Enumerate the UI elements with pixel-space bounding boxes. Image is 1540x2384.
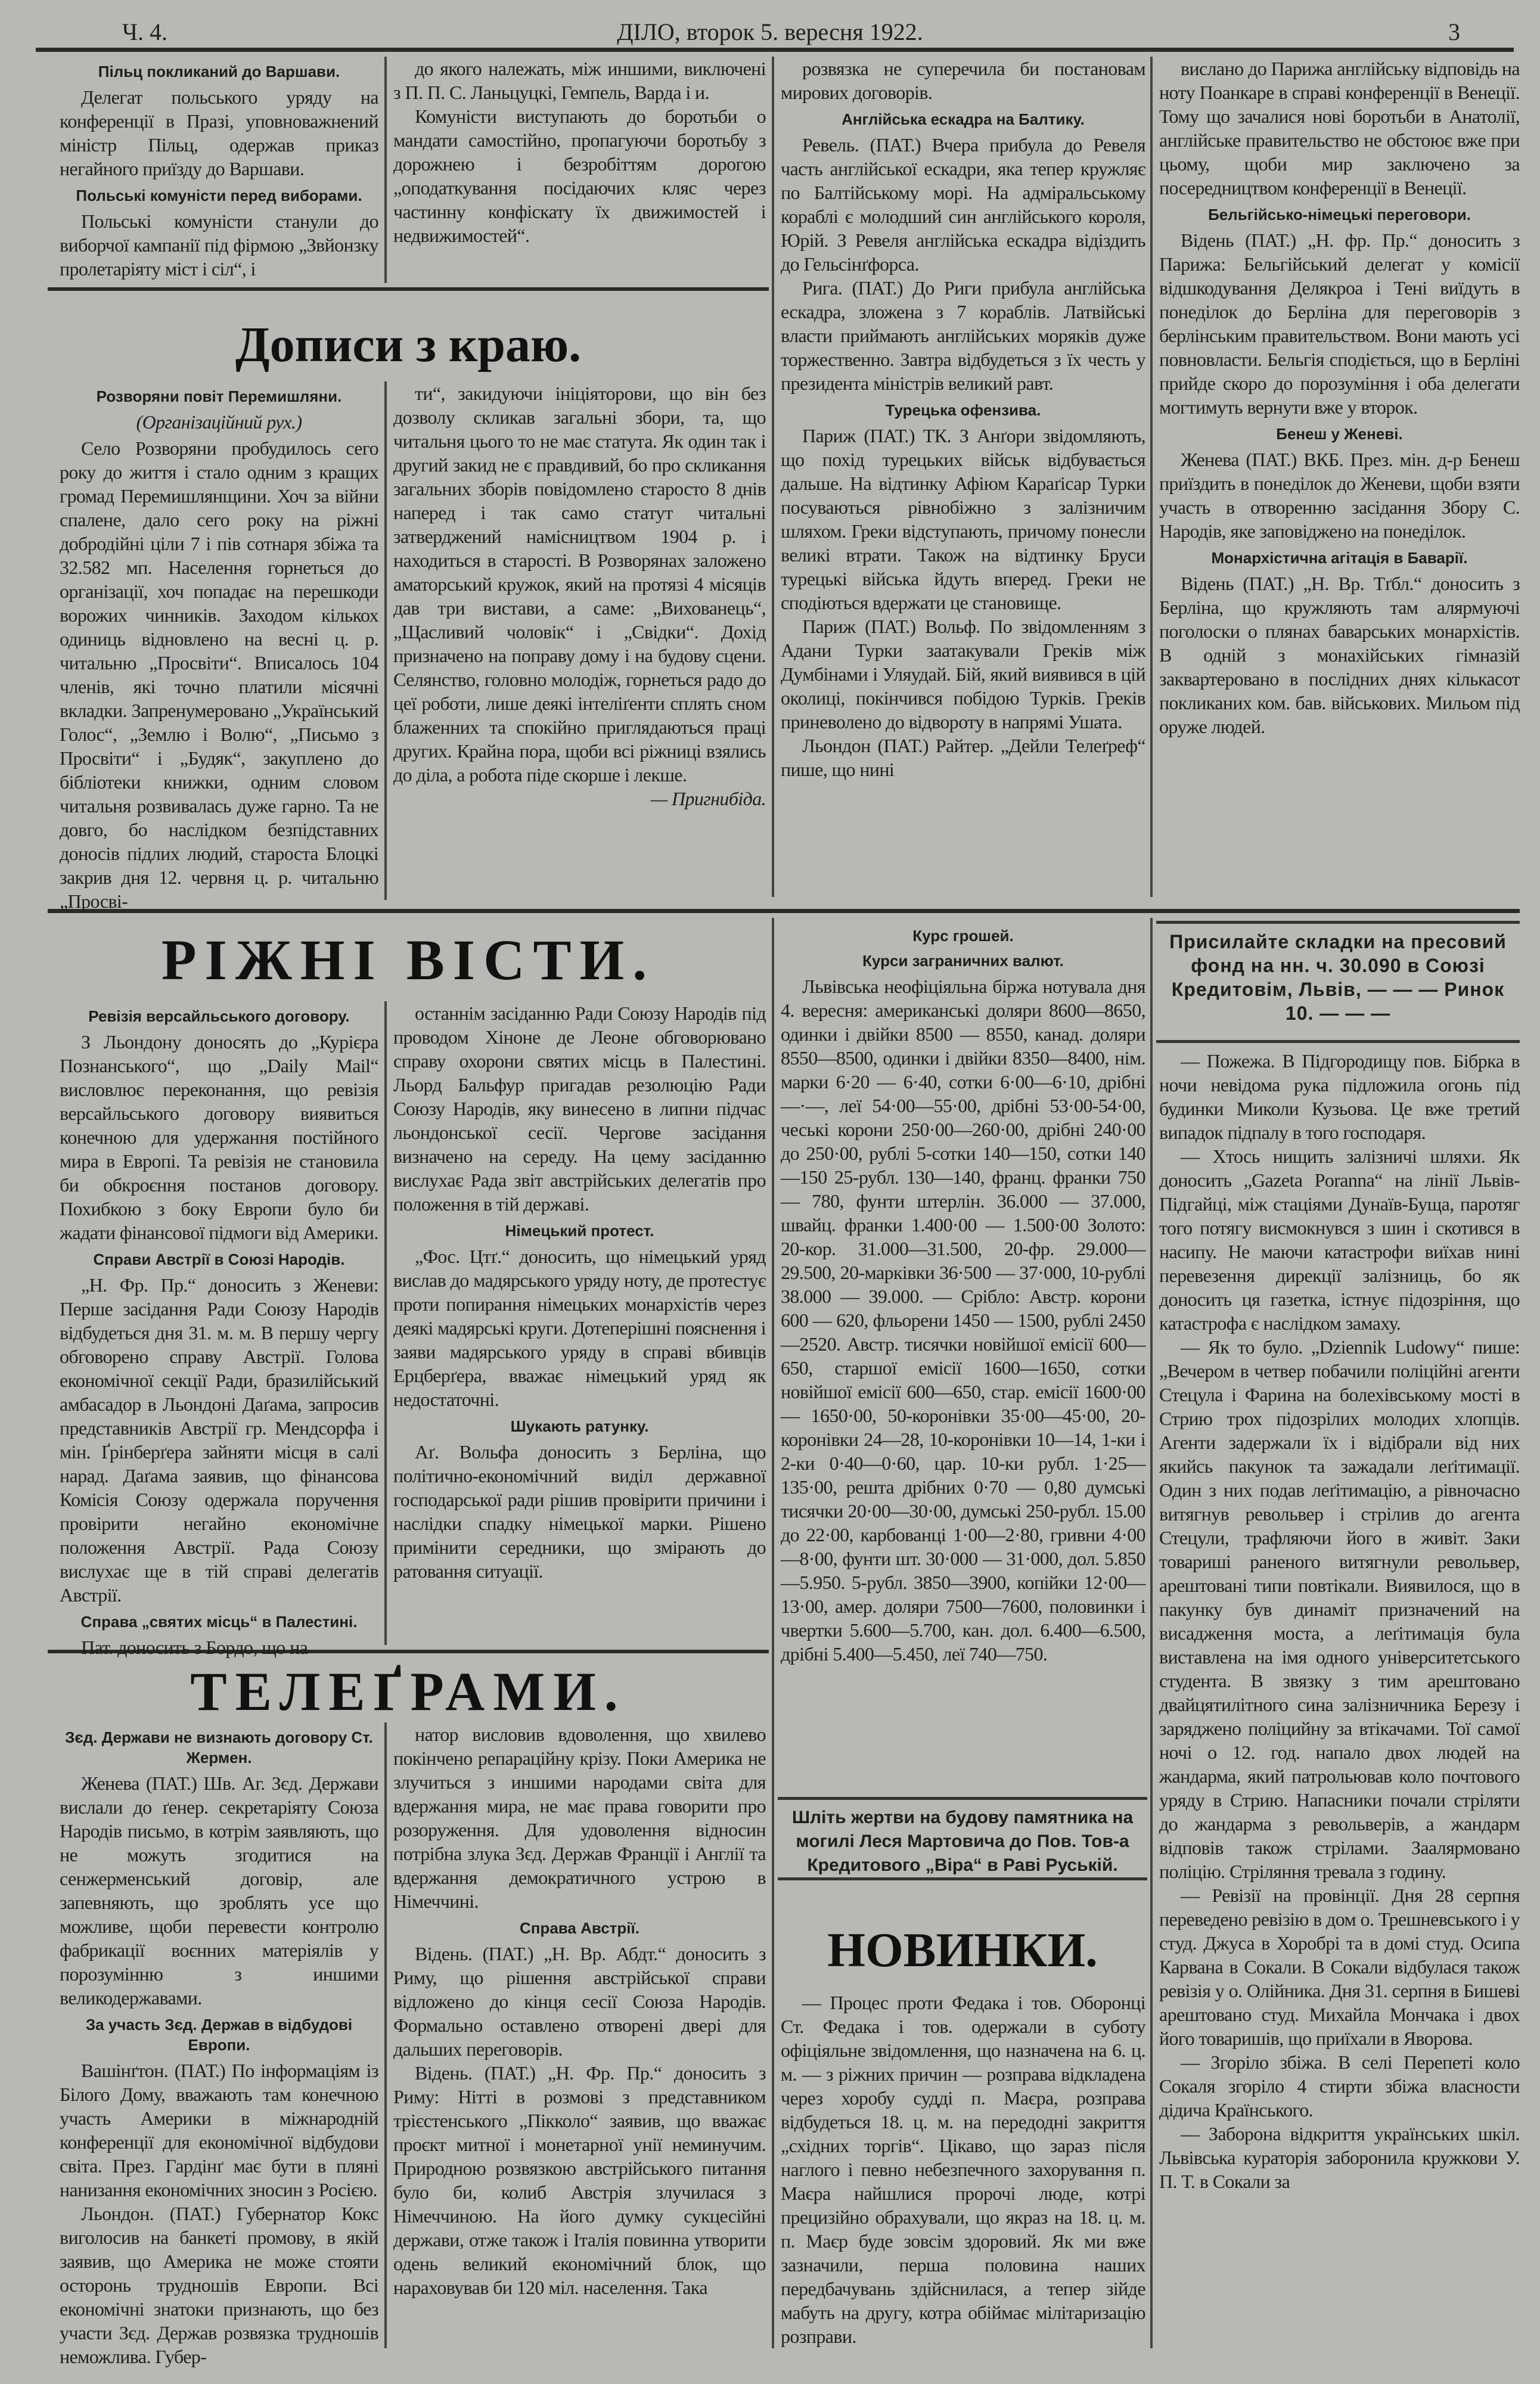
article-paragraph: — Ревізії на провінції. Дня 28 серпня переведено ревізію в дом о. Трешневського і у студ. Джуса в Хоробрі та в домі студ. Осипа Карвана в Сокали. В Сокали відбулася також ревізія у о. Олійника. Дня 31. серпня в Бишеві арештовано студ. Михайла Мончака і двох його товаришів, що приїхали в Яворова. <box>1159 1885 1520 2049</box>
section-headline-dopysy: Дописи з краю. <box>235 317 582 372</box>
article-paragraph: — Заборона відкриття українських шкіл. Львівська кураторія заборонила кружкови У. П. Т. в Сокали за <box>1159 2123 1520 2192</box>
article-paragraph: — Згоріло збіжа. В селі Перепеті коло Сокаля згоріло 4 стирти збіжа власности дідича Країнського. <box>1159 2051 1520 2121</box>
article-paragraph: Делегат польського уряду на конференції в Празі, уповноважнений міністр Пільц, одержав приказ негайного приїзду до Варшави. <box>60 86 378 179</box>
article-heading: Справа „святих місць“ в Палестині. <box>80 1613 358 1631</box>
article-heading: Пільц покликаний до Варшави. <box>98 63 340 80</box>
article-column <box>393 57 766 247</box>
article-paragraph: Льондон (ПАТ.) Райтер. „Дейли Телеґреф“ пише, що нині <box>781 735 1145 780</box>
article-column <box>393 1722 766 2299</box>
article-heading: Турецька офензива. <box>885 401 1041 419</box>
column-rule <box>384 381 387 900</box>
article-heading: За участь Зєд. Держав в відбудові Европи. <box>85 2016 353 2054</box>
article-paragraph: З Льондону доносять до „Курієра Познанського“, що „Daily Mail“ висловлює переконання, що ревізія версайльського договору виявиться конечною для удержання постійного мира в Европі. Та ревізія не становила би обкроєння постанов договору. Похибкою з боку Европи було би жадати фінансової підмоги від Америки. <box>60 1031 378 1243</box>
section-headline-visti: РІЖНІ ВІСТИ. <box>161 928 656 992</box>
section-rule <box>48 287 769 291</box>
article-paragraph: Париж (ПАТ.) ТК. З Анґори звідомляють, що похід турецьких військ відбувається дальше. На відтинку Афіюм Караґісар Турки посуваються рівнобіжно з залізничим шляхом. Греки відступають, причому понесли великі втрати. Також на відтинку Бруси турецькі війська йдуть вперед. Греки не сподіються вдержати це становище. <box>781 425 1145 613</box>
article-column <box>60 1001 378 1659</box>
article-paragraph: Париж (ПАТ.) Вольф. По звідомленням з Адани Турки заатакували Греків між Думбінами і Уляудай. Бій, який виявився в цій околиці, покінчився побідою Турків. Греків приневолено до відвороту в напрямі Ушата. <box>781 616 1145 732</box>
article-heading: Курси заграничних валют. <box>862 952 1064 970</box>
article-paragraph: Вашінґтон. (ПАТ.) По інформаціям із Білого Дому, вважають там конечною участь Америки в міжнародній конференції для економічної відбудови світа. През. Гардінґ має бути в пляні нанизання економічних зносин з Росією. <box>60 2060 378 2200</box>
article-signature: — Пригнибіда. <box>650 788 766 809</box>
advertisement-vira: Шліть жертви на будову памятника на могилі Леся Мартовича до Пов. Тов-а Кредитового „Віра“ в Раві Руській. <box>778 1797 1147 1880</box>
column-rule <box>772 918 774 2348</box>
advertisement-press-fund: Присилайте складки на пресовий фонд на нн. ч. 30.090 в Союзі Кредитовім, Львів, — — — Ринок 10. — — — <box>1156 921 1520 1043</box>
article-paragraph: — Як то було. „Dziennik Ludowy“ пише: „Вечером в четвер побачили поліційні агенти Стецула і Фарина на болехівському мості в Стрию трох підозрілих молодих хлопців. Агенти задержали їх і відібрали від них якийсь пакунок та зажадали леґітимації. Один з них подав леґітимацію, а рівночасно витягнув револьвер і стрілив до агента Стецули, трафляючи його в живіт. Заки товариші раненого витягнули револьвер, арештовані типи повтікали. Виявилося, що в пакунку був динаміт призначений на висадження моста, а леґітимація була виставлена на імя одного університетського студента. В звязку з тим арештовано двайцятилітного сина залізничника Березу і заряджено поліцийну за втікачами. Тої самої ночі о 12. год. напало двох людей на жандарма, який патрольював коло почтового уряду в Стрию. Напасники почали стріляти до жандарма з револьверів, а жандарм відповів також стрілами. Заалярмовано поліцію. Стріляння тревала з годину. <box>1159 1336 1520 1882</box>
article-paragraph: Відень (ПАТ.) „Н. Вр. Тґбл.“ доносить з Берліна, що кружляють там алярмуючі поголоски о плянах баварських монархістів. В одній з монахійських гімназій заквартеровано в послідних днях кількасот покликаних ком. бав. військових. Мильом під оруже людей. <box>1159 573 1520 737</box>
section-headline-telegramy: ТЕЛЕҐРАМИ. <box>190 1661 626 1722</box>
article-paragraph: вислано до Парижа англійську відповідь на ноту Поанкаре в справі конференції в Венеції. Тому що зачалися нові боротьби в Анатолії, англійське правительство не обстоює вже при цьому, щоби мир заключено за посередництвом конференції в Венеції. <box>1159 58 1520 198</box>
article-heading: Розворяни повіт Перемишляни. <box>96 387 342 405</box>
article-heading: Зєд. Держави не визнають договору Ст. Жермен. <box>65 1728 373 1767</box>
article-paragraph: Польські комуністи станули до виборчої кампанії під фірмою „Звйонзку пролетаріяту міст і сіл“, і <box>60 210 378 280</box>
article-paragraph: до якого належать, між иншими, виключені з П. П. С. Ланьцуцкі, Гемпель, Варда і и. <box>393 58 766 103</box>
article-subheading: (Організаційний рух.) <box>136 411 302 433</box>
article-heading: Англійська ескадра на Балтику. <box>842 110 1085 128</box>
article-paragraph: Аґ. Вольфа доносить з Берліна, що політично-економічний виділ державної господарської ради рішив провірити причини і наслідки спадку німецької марки. Рішено примінити середники, що змірають до ратовання ситуації. <box>393 1441 766 1582</box>
article-column <box>60 57 378 281</box>
article-column <box>393 381 766 811</box>
article-column <box>781 57 1145 781</box>
column-rule <box>1150 918 1153 2348</box>
article-heading: Німецький протест. <box>505 1222 654 1240</box>
article-paragraph: Женева (ПАТ.) Шв. Аг. Зєд. Держави вислали до ґенер. секретаріяту Союза Народів письмо, в котрім заявляють, що не можуть згодитися на сенжерменський договір, але запевняють, що зроблять усе що можливе, щоби перевести контролю фабрикації воєнних матеріялів у порозумінню з иншими великодержавами. <box>60 1773 378 2009</box>
masthead-date: ДІЛО, второк 5. вересня 1922. <box>617 18 923 45</box>
article-heading: Польські комуністи перед виборами. <box>76 187 362 204</box>
article-column <box>393 1001 766 1583</box>
article-column <box>781 921 1145 1666</box>
article-paragraph: Комуністи виступають до боротьби о мандати самостійно, пропагуючи боротьбу з дорожнею і безробіттям дорогою „оподаткування посідаючих кляс через частинну конфіскату їх движимостей і недвижимостей“. <box>393 105 766 246</box>
article-column <box>1159 57 1520 738</box>
article-paragraph: Женева (ПАТ.) ВКБ. През. мін. д-р Бенеш приїздить в понеділок до Женеви, щоби взяти участь в отворенню засідання Збору С. Народів, яке заповіджено на понеділок. <box>1159 449 1520 542</box>
article-paragraph: ти“, закидуючи ініціяторови, що він без дозволу скликав загальні збори, та, що читальня цього то не має статута. Як один так і другий закид не є правдивий, бо про скликання загальних зборів повідомлено старосто 8 днів наперед і так само статут читальні затверджений намісництвом 1904 р. і находиться в старості. В Розворянах заложено аматорський кружок, який на протязі 4 місяців дав три вистави, а саме: „Вихованець“, „Щасливий чоловік“ і „Свідки“. Дохід призначено на поправу дому і на будову сцени. Селянство, головно молодіж, горнеться радо до цеї роботи, лише деякі інтеліґенти сплять сном блаженних та спокійно приглядаються праці других. Крайна пора, щоби всі ріжниці взялись до діла, а робота піде скорше і лекше. <box>393 383 766 786</box>
article-column <box>60 1722 378 2369</box>
article-paragraph: „Н. Фр. Пр.“ доносить з Женеви: Перше засідання Ради Союзу Народів відбудеться дня 31. м. м. В першу чергу обговорено справу Австрії. Голова економічної секції Ради, бразилійський амбасадор в Льондоні Даґама, запросив представників Австрії гр. Мендсорфа і мін. Ґрінберґера зайняти місця в салі нарад. Даґама заявив, що фінансова Комісія Союзу одержала поручення провірити негайно економічне положення Австрії. Рада Союзу вислухає ще в тій справі делегатів Австрії. <box>60 1274 378 1606</box>
column-rule <box>384 57 387 283</box>
section-headline-novynky: НОВИНКИ. <box>827 1923 1098 1977</box>
article-column <box>1159 1049 1520 2193</box>
article-paragraph: Львівська неофіціяльна біржа нотувала дня 4. вересня: американські доляри 8600—8650, одинки і двійки 8500 — 8550, канад. доляри 8550—8500, одинки і двійки 8350—8400, нім. марки 6·20 — 6·40, сотки 6·00—6·10, дрібні —·—, леї 54·00—55·00, дрібні 53·00-54·00, чеські корони 250·00—260·00, дрібні 240·00 до 250·00, рублі 5-сотки 140—150, сотки 140—150 25-рубл. 130—140, франц. франки 750 — 780, фунти штерлін. 36.000 — 37.000, швайц. франки 1.400·00 — 1.500·00 Золото: 20-кор. 31.000—31.500, 20-фр. 29.000—29.500, 20-марківки 36·500 — 37·000, 10-рублі 38.000 — 39.000. — Срібло: Австр. корони 600 — 620, фльорени 1450 — 1500, рублі 2450—2520. Австр. тисячки новійшої емісії 600—650, старшої емісії 1600—1650, сотки новійшої емісії 600—650, стар. емісії 1600·00 — 1650·00, 50-коронівки 35·00—45·00, 20-коронівки 24—28, 10-коронівки 10—14, 1-ки і 2-ки 0·40—0·60, цар. 10-ки рубл. 1·25—135·00, решта дрібних 0·70 — 0,80 думські тисячки 20·00—30·00, думські 250-рубл. 15.00 до 22·00, карбованці 1·00—2·80, гривни 4·00—8·00, фунти шт. 30·000 — 31·000, дол. 5.850—5.950. 5-рубл. 3850—3900, копійки 12·00—13·00, амер. доляри 7500—7600, половинки і чвертки 5.600—5.700, кан. дол. 6.400—6.500, дрібні 5.400—5.450, леї 740—750. <box>781 976 1145 1665</box>
article-column <box>781 1991 1145 2348</box>
article-paragraph: останнім засіданню Ради Союзу Народів під проводом Хіноне де Леоне обговорювано справу охорони святих місць в Палестині. Льорд Бальфур пригадав резолюцію Ради Союзу Народів, яку винесено в липни підчас льондонської сесії. Чергове засідання визначено на середу. На цему засіданню вислухає Рада звіт австрійських делегатів про положення в тій державі. <box>393 1002 766 1215</box>
article-heading: Ревізія версайльського договору. <box>88 1007 350 1025</box>
article-paragraph: — Процес проти Федака і тов. Оборонці Ст. Федака і тов. одержали в суботу офіціяльне звідомлення, що назначена на 6. ц. м. — з ріжних причин — розправа відкладена через хоробу судді п. Маєра, розправа відбудеться 18. ц. м. на передодні закриття „східних торгів“. Цікаво, що зараз після наглого і певно небезпечного захорування п. Маєра найшлися пророчі люде, котрі прецизійно обрахували, що якраз на 18. ц. м. п. Маєр буде зовсім здоровий. Як ми вже зазначили, перша половина наших передбачувань здійснилася, а тепер зійде мабуть на другу, котра обіймає мілітаризацію розправи. <box>781 1992 1145 2347</box>
article-heading: Справа Австрії. <box>519 1919 640 1937</box>
article-paragraph: — Хтось нищить залізничі шляхи. Як доносить „Gazeta Poranna“ на лінії Львів-Підгайці, між стаціями Дунаїв-Буща, паротяг того потягу висмокнувся з шин і скотився в насипу. Не маючи катастрофи виїхав нині перевезення дирекції залізниць, бо як доносить ця газетка, істнує підозріння, що катастрофа є наслідком замаху. <box>1159 1146 1520 1334</box>
page-section-number: Ч. 4. <box>122 18 167 45</box>
article-heading: Монархістична агітація в Баварії. <box>1211 549 1468 567</box>
article-heading: Бенеш у Женеві. <box>1276 425 1403 443</box>
page-number: 3 <box>1448 18 1460 45</box>
article-heading: Шукають ратунку. <box>510 1417 649 1435</box>
header-rule <box>36 48 1514 52</box>
article-paragraph: розвязка не суперечила би постановам мирових договорів. <box>781 58 1145 103</box>
article-heading: Бельгійсько-німецькі переговори. <box>1208 206 1471 224</box>
article-paragraph: Село Розворяни пробудилось сего року до життя і стало одним з кращих громад Перемишлянщини. Хоч за війни спалене, дало сего року на ріжні добродійні ціли 7 і пів сотнаря збіжа та 32.582 мп. Населення горнеться до організації, хоч попадає на перешкоди ворожих чинників. Заходом кількох одиниць відновлено на весні ц. р. читальню „Просвіти“. Вписалось 104 членів, які точно платили місячні вкладки. Запренумеровано „Український Голос“, „Землю і Волю“, „Письмо з Просвіти“ і „Будяк“, закуплено до бібліотеки книжки, одним словом читальня розвивалась дуже гарно. Та не довго, бо наслідком безпідставних доносів підлих людий, староста Блоцкі закрив дня 12. червня ц. р. читальню „Просві- <box>60 437 378 912</box>
article-heading: Справи Австрії в Союзі Народів. <box>93 1250 345 1268</box>
article-heading: Курс грошей. <box>912 927 1014 945</box>
article-paragraph: Відень (ПАТ.) „Н. фр. Пр.“ доносить з Парижа: Бельгійський делегат у комісії відшкодування Делякроа і Тені виїдуть в понеділок до Берліна для переговорів з берлінським правительством. Вони мають усі повновласти. Бельгія сподіється, що в Берліні прийде скоро до порозуміння і оба делегати могтимуть вернути вже у второк. <box>1159 229 1520 418</box>
article-paragraph: Відень. (ПАТ.) „Н. Вр. Абдт.“ доносить з Риму, що рішення австрійської справи відложено до кінця сесії Союза Народів. Формально оставлено отворені двері для дальших переговорів. <box>393 1943 766 2060</box>
article-paragraph: — Пожежа. В Підгородищу пов. Бібрка в ночи невідома рука підложила огонь під будинки Миколи Кузьова. Це вже третий випадок підпалу в того господаря. <box>1159 1050 1520 1143</box>
column-rule <box>772 57 774 897</box>
article-paragraph: „Фос. Цтґ.“ доносить, що німецький уряд вислав до мадярського уряду ноту, де протестує проти попирання німецьких монархістів через деякі мадярські круги. Дотеперішні пояснення і заяви мадярського уряду в справі вбивців Ерцберґера, вважає німецький уряд як недостаточні. <box>393 1246 766 1410</box>
article-column <box>60 381 378 913</box>
article-paragraph: Льондон. (ПАТ.) Губернатор Кокс виголосив на банкеті промову, в якій заявив, що Америка не може стояти осторонь трудношів Европи. Всі економічні знатоки признають, що без участи Зєд. Держав розвязка трудношів неможлива. Губер- <box>60 2203 378 2367</box>
article-paragraph: Відень. (ПАТ.) „Н. Фр. Пр.“ доносить з Риму: Нітті в розмові з представником трієстенського „Пікколо“ заявив, що вважає проєкт митної і монетарної унії неминучим. Природною розвязкою австрійського питання було би, колиб Австрія злучилася з Німеччиною. На його думку сукцесійні держави, отже також і Італія повинна утворити одень великий економічний блок, що нараховував би 120 міл. населення. Така <box>393 2062 766 2298</box>
column-rule <box>384 1001 387 1645</box>
article-paragraph: Ревель. (ПАТ.) Вчера прибула до Ревеля часть англійської ескадри, яка тепер кружляє по Балтійському морі. На адміральському кораблі є молодший син англійського короля, Юрій. З Ревеля англійська ескадра відіздить до Гельсінґфорса. <box>781 134 1145 275</box>
column-rule <box>384 1722 387 2348</box>
column-rule <box>1150 57 1153 897</box>
article-paragraph: Пат. доносить з Бордо, що на <box>81 1637 308 1658</box>
article-paragraph: натор висловив вдоволення, що хвилево покінчено репараційну крізу. Поки Америка не злучиться з иншими народами світа для вдержання мира, не має права говорити про розоруження. Для удоволення відносин потрібна злука Зєд. Держав Франції і Англії та вдержання демократичного устрою в Німеччині. <box>393 1724 766 1912</box>
article-paragraph: Рига. (ПАТ.) До Риги прибула англійська ескадра, зложена з 7 кораблів. Латвійські власти приймають англійських моряків дуже торжественно. Завтра відбудеться з їх честь у президента міністрів великий равт. <box>781 277 1145 394</box>
